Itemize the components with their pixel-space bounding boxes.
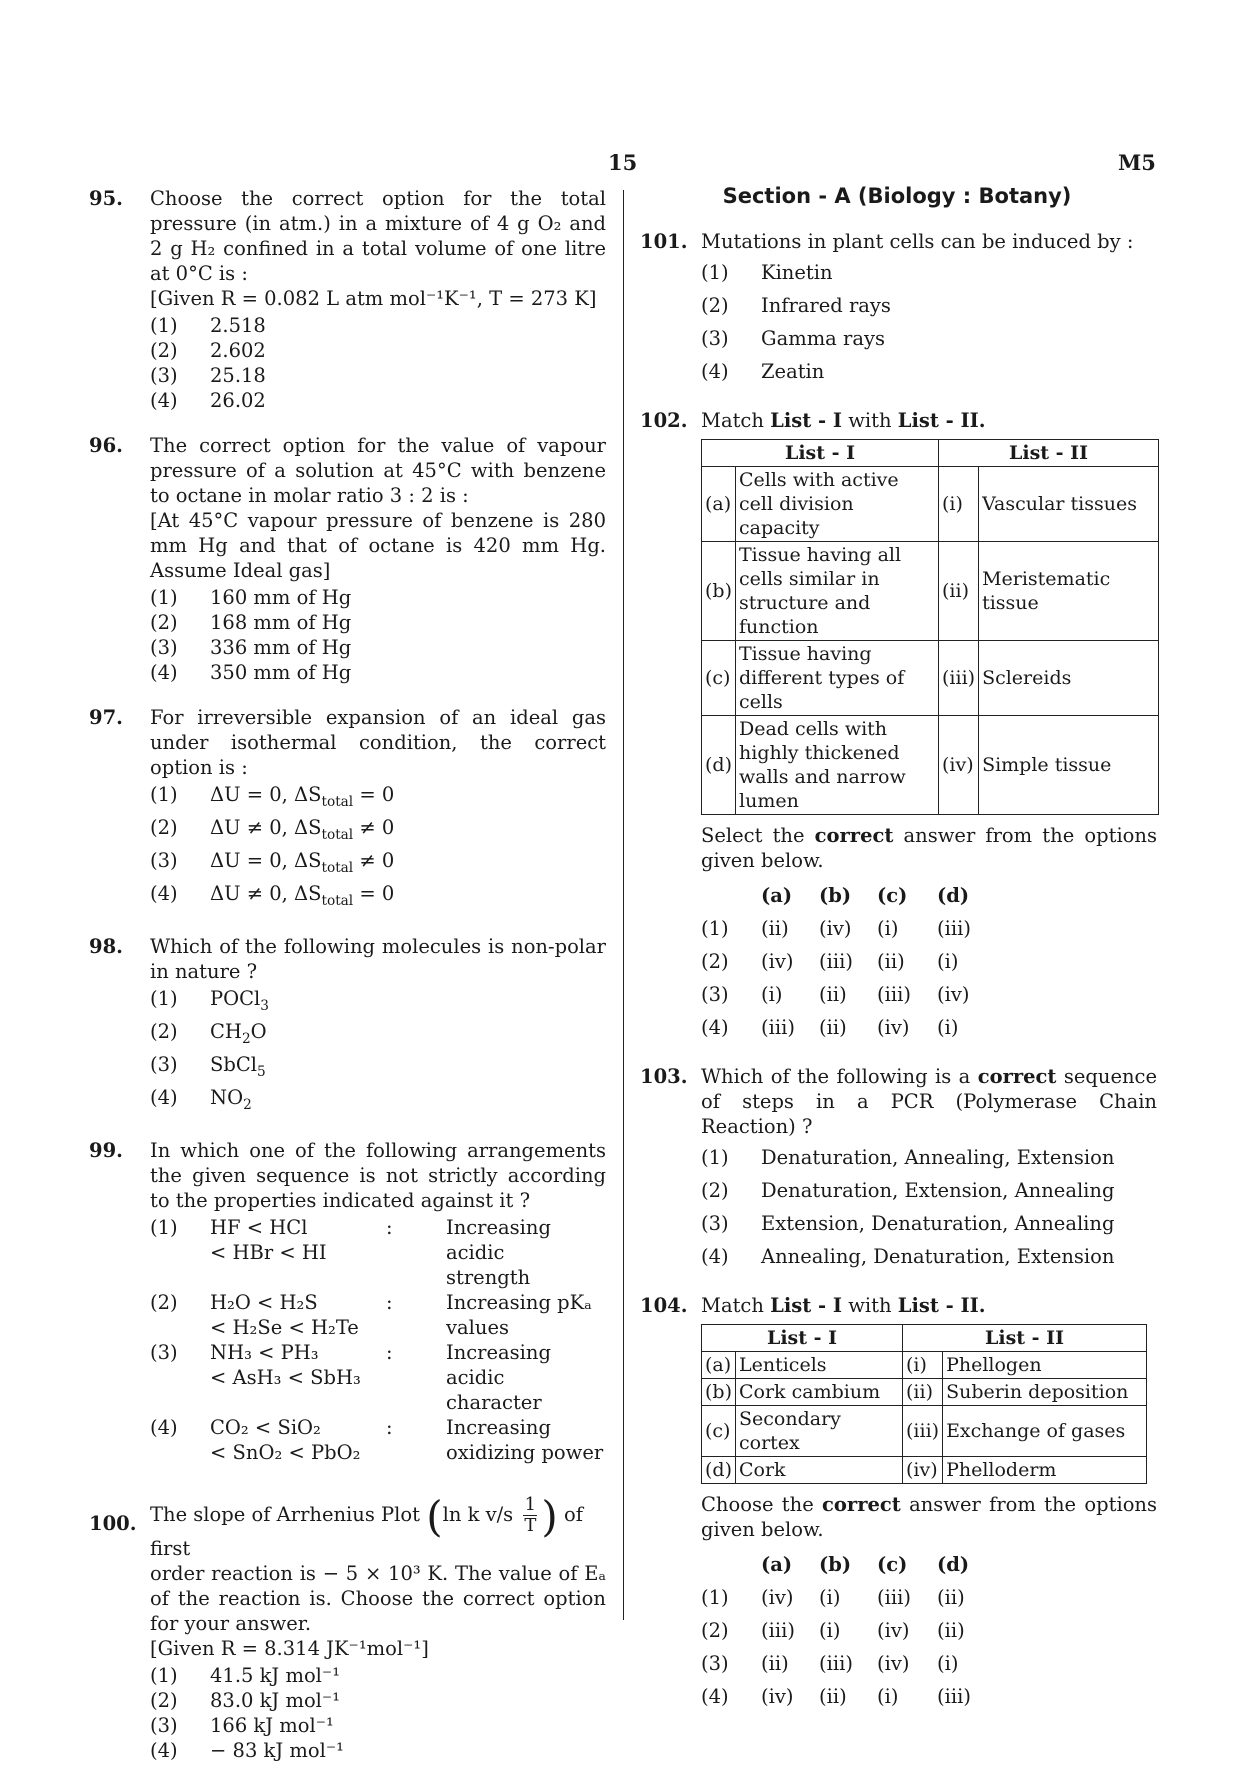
option-number: (1) <box>150 1216 178 1239</box>
question-text: For irreversible expansion of an ideal gas under isothermal condition, the correct option is : <box>150 706 606 779</box>
option-text: 2.602 <box>210 339 266 362</box>
option[interactable] <box>150 1340 606 1415</box>
options <box>150 782 606 914</box>
colon: : <box>386 1291 393 1314</box>
section-title: Section - A (Biology : Botany) <box>722 184 1072 208</box>
option-text: ΔU ≠ 0, $\Delta S_{total} = 0$ <box>210 882 395 909</box>
options <box>150 585 606 685</box>
option-number: (1) <box>150 314 178 337</box>
option-property: Increasing oxidizing power <box>446 1416 604 1464</box>
option-text: − 83 kJ mol⁻¹ <box>210 1739 344 1762</box>
question-97 <box>86 705 606 914</box>
option-text: 168 mm of Hg <box>210 611 352 634</box>
option[interactable] <box>150 1688 606 1713</box>
colon: : <box>386 1341 393 1364</box>
option[interactable] <box>150 1713 606 1738</box>
options <box>150 1663 606 1763</box>
question-text-cont: order reaction is − 5 × 10³ K. The value of Eₐ of the reaction is. Choose the correct option for your answer. <box>150 1562 606 1635</box>
option[interactable] <box>701 1174 1157 1207</box>
option-number: (4) <box>701 360 729 383</box>
option[interactable] <box>150 1052 606 1085</box>
paren-open: ( <box>426 1492 443 1541</box>
options <box>150 986 606 1118</box>
table-row: (c) Secondary cortex (iii) Exchange of gases <box>702 1406 1147 1457</box>
option-text: Zeatin <box>761 360 825 383</box>
question-text: The slope of Arrhenius Plot (ln k v/s $\frac{1}{T}$ ) of first <box>150 1492 583 1560</box>
question-101 <box>637 229 1157 388</box>
option[interactable] <box>150 986 606 1019</box>
option-number: (3) <box>150 1341 178 1364</box>
option-number: (1) <box>150 783 178 806</box>
option[interactable] <box>701 256 1157 289</box>
table-row: (d) Cork (iv) Phelloderm <box>702 1457 1147 1484</box>
option-text: SbCl$_5$ <box>210 1053 266 1080</box>
option[interactable] <box>150 1415 606 1465</box>
option-number: (2) <box>150 816 178 839</box>
answer-option[interactable]: (3) (i) (ii) (iii) (iv) <box>701 983 970 1006</box>
table-row: (d) Dead cells with highly thickened walls and narrow lumen (iv) Simple tissue <box>702 716 1159 815</box>
option-arrangement: H₂O < H₂S < H₂Se < H₂Te <box>210 1291 359 1339</box>
question-103 <box>637 1064 1157 1273</box>
answer-grid-header: (a) (b) (c) (d) <box>761 1553 970 1576</box>
question-text: Which of the following is a correct sequence of steps in a PCR (Polymerase Chain Reaction) ? <box>701 1065 1158 1138</box>
option-number: (1) <box>701 261 729 284</box>
answer-option[interactable]: (1) (ii) (iv) (i) (iii) <box>701 917 971 940</box>
option[interactable] <box>150 635 606 660</box>
question-number: 98. <box>89 935 123 958</box>
match-table <box>701 1324 1147 1484</box>
option-text: $NO_2$ <box>210 1086 252 1113</box>
question-number: 101. <box>640 230 688 253</box>
question-number: 97. <box>89 706 123 729</box>
page-number: 15 <box>608 150 638 175</box>
option-number: (2) <box>701 1179 729 1202</box>
option[interactable] <box>150 313 606 338</box>
option[interactable] <box>150 1019 606 1052</box>
option-text: 350 mm of Hg <box>210 661 352 684</box>
option-text: POCl$_3$ <box>210 987 269 1014</box>
option-text: ΔU = 0, $\Delta S_{total} = 0$ <box>210 783 395 810</box>
option-number: (1) <box>150 1664 178 1687</box>
question-text: Match List - I with List - II. <box>701 1294 986 1317</box>
option-text: Denaturation, Extension, Annealing <box>761 1179 1115 1202</box>
answer-grid <box>701 1548 1157 1713</box>
question-number: 99. <box>89 1139 123 1162</box>
option-number: (3) <box>701 1212 729 1235</box>
option-text: 41.5 kJ mol⁻¹ <box>210 1664 341 1687</box>
options <box>150 1215 606 1465</box>
table-row: (b) Cork cambium (ii) Suberin deposition <box>702 1379 1147 1406</box>
answer-option[interactable]: (4) (iii) (ii) (iv) (i) <box>701 1016 959 1039</box>
option-number: (4) <box>150 389 178 412</box>
option[interactable] <box>150 585 606 610</box>
option-text: Denaturation, Annealing, Extension <box>761 1146 1115 1169</box>
option-property: Increasing acidic character <box>446 1341 551 1414</box>
fraction: $\frac{1}{T}$ <box>524 1494 537 1536</box>
question-100 <box>86 1492 606 1763</box>
option-text: 26.02 <box>210 389 266 412</box>
option-number: (1) <box>150 586 178 609</box>
option-text: Infrared rays <box>761 294 891 317</box>
answer-grid <box>701 879 1157 1044</box>
question-number: 95. <box>89 187 123 210</box>
option[interactable] <box>150 1085 606 1118</box>
option-text: 83.0 kJ mol⁻¹ <box>210 1689 341 1712</box>
option-arrangement: HF < HCl < HBr < HI <box>210 1216 327 1264</box>
answer-option[interactable]: (2) (iii) (i) (iv) (ii) <box>701 1619 965 1642</box>
question-104 <box>637 1293 1157 1713</box>
option-number: (3) <box>150 849 178 872</box>
option-number: (2) <box>150 611 178 634</box>
question-number: 96. <box>89 434 123 457</box>
question-text: Choose the correct option for the total pressure (in atm.) in a mixture of 4 g O₂ and 2 g H₂ confined in a total volume of one litre at 0°C is : <box>150 187 606 285</box>
question-96 <box>86 433 606 685</box>
answer-option[interactable]: (2) (iv) (iii) (ii) (i) <box>701 950 959 973</box>
question-95 <box>86 186 606 413</box>
question-text: Match List - I with List - II. <box>701 409 986 432</box>
option[interactable] <box>701 289 1157 322</box>
option[interactable] <box>150 1290 606 1340</box>
option[interactable] <box>150 610 606 635</box>
question-text: Which of the following molecules is non-polar in nature ? <box>150 935 606 983</box>
match-table <box>701 439 1159 815</box>
option-number: (4) <box>150 1739 178 1762</box>
table-header: List - I <box>702 1325 903 1352</box>
option[interactable] <box>701 1141 1157 1174</box>
table-header: List - I <box>702 440 939 467</box>
question-given: [Given R = 0.082 L atm mol⁻¹K⁻¹, T = 273 K] <box>150 287 597 310</box>
option[interactable] <box>701 1207 1157 1240</box>
option-text: 166 kJ mol⁻¹ <box>210 1714 334 1737</box>
option-text: Annealing, Denaturation, Extension <box>761 1245 1115 1268</box>
question-given: [Given R = 8.314 JK⁻¹mol⁻¹] <box>150 1637 429 1660</box>
option[interactable] <box>150 338 606 363</box>
option-number: (3) <box>150 636 178 659</box>
option-text: ΔU ≠ 0, $\Delta S_{total} \ne 0$ <box>210 816 395 843</box>
options <box>701 256 1157 388</box>
option[interactable] <box>150 782 606 815</box>
question-102 <box>637 408 1157 1044</box>
question-98 <box>86 934 606 1118</box>
answer-option[interactable]: (4) (iv) (ii) (i) (iii) <box>701 1685 971 1708</box>
question-text: Mutations in plant cells can be induced by : <box>701 230 1134 253</box>
option[interactable] <box>150 660 606 685</box>
table-row: (a) Lenticels (i) Phellogen <box>702 1352 1147 1379</box>
option[interactable] <box>150 1738 606 1763</box>
option-number: (4) <box>150 1086 178 1109</box>
option[interactable] <box>701 355 1157 388</box>
option-number: (1) <box>701 1146 729 1169</box>
option-text: Extension, Denaturation, Annealing <box>761 1212 1115 1235</box>
option-number: (2) <box>150 1020 178 1043</box>
instruction: Choose the correct answer from the options given below. <box>701 1493 1157 1541</box>
colon: : <box>386 1416 393 1439</box>
answer-option[interactable]: (3) (ii) (iii) (iv) (i) <box>701 1652 959 1675</box>
booklet-code: M5 <box>1118 150 1156 175</box>
option-number: (2) <box>701 294 729 317</box>
option[interactable] <box>701 322 1157 355</box>
option-number: (2) <box>150 1291 178 1314</box>
option-arrangement: NH₃ < PH₃ < AsH₃ < SbH₃ <box>210 1341 361 1389</box>
option[interactable] <box>150 1215 606 1290</box>
option-number: (2) <box>150 339 178 362</box>
question-text: The correct option for the value of vapour pressure of a solution at 45°C with benzene to octane in molar ratio 3 : 2 is : <box>150 434 606 507</box>
option[interactable] <box>150 815 606 848</box>
option-number: (3) <box>701 327 729 350</box>
column-divider <box>623 190 624 1620</box>
option-number: (2) <box>150 1689 178 1712</box>
options <box>150 313 606 413</box>
question-given: [At 45°C vapour pressure of benzene is 280 mm Hg and that of octane is 420 mm Hg. Assume Ideal gas] <box>150 509 606 582</box>
option-number: (3) <box>150 364 178 387</box>
option[interactable] <box>150 881 606 914</box>
option-text: 336 mm of Hg <box>210 636 352 659</box>
option-text: 2.518 <box>210 314 266 337</box>
option-number: (4) <box>150 661 178 684</box>
option-number: (4) <box>150 1416 178 1439</box>
option[interactable] <box>150 848 606 881</box>
table-row: (c) Tissue having different types of cells (iii) Sclereids <box>702 641 1159 716</box>
option[interactable] <box>701 1240 1157 1273</box>
instruction: Select the correct answer from the options given below. <box>701 824 1157 872</box>
question-99 <box>86 1138 606 1465</box>
table-header: List - II <box>939 440 1159 467</box>
answer-option[interactable]: (1) (iv) (i) (iii) (ii) <box>701 1586 965 1609</box>
option-number: (3) <box>150 1053 178 1076</box>
table-row: (a) Cells with active cell division capacity (i) Vascular tissues <box>702 467 1159 542</box>
option-text: Gamma rays <box>761 327 885 350</box>
paren-close: ) <box>541 1492 558 1541</box>
colon: : <box>386 1216 393 1239</box>
option-number: (4) <box>150 882 178 905</box>
option-property: Increasing acidic strength <box>446 1216 551 1289</box>
option-number: (1) <box>150 987 178 1010</box>
right-column <box>637 186 1157 1733</box>
option[interactable] <box>150 388 606 413</box>
option-text: Kinetin <box>761 261 833 284</box>
answer-grid-header: (a) (b) (c) (d) <box>761 884 970 907</box>
options <box>701 1141 1157 1273</box>
question-text: In which one of the following arrangements the given sequence is not strictly according to the properties indicated against it ? <box>150 1139 606 1212</box>
option-text: 160 mm of Hg <box>210 586 352 609</box>
option-text: 25.18 <box>210 364 266 387</box>
option-arrangement: CO₂ < SiO₂ < SnO₂ < PbO₂ <box>210 1416 361 1464</box>
question-number: 100. <box>89 1512 137 1535</box>
table-row: (b) Tissue having all cells similar in structure and function (ii) Meristematic tissue <box>702 542 1159 641</box>
left-column <box>86 186 606 1783</box>
table-header: List - II <box>903 1325 1147 1352</box>
option-text: $CH_2O$ <box>210 1020 267 1047</box>
question-number: 104. <box>640 1294 688 1317</box>
option[interactable] <box>150 363 606 388</box>
option-text: ΔU = 0, $\Delta S_{total} \ne 0$ <box>210 849 395 876</box>
question-number: 103. <box>640 1065 688 1088</box>
option[interactable] <box>150 1663 606 1688</box>
question-number: 102. <box>640 409 688 432</box>
option-number: (4) <box>701 1245 729 1268</box>
option-property: Increasing pKₐ values <box>446 1291 592 1339</box>
option-number: (3) <box>150 1714 178 1737</box>
